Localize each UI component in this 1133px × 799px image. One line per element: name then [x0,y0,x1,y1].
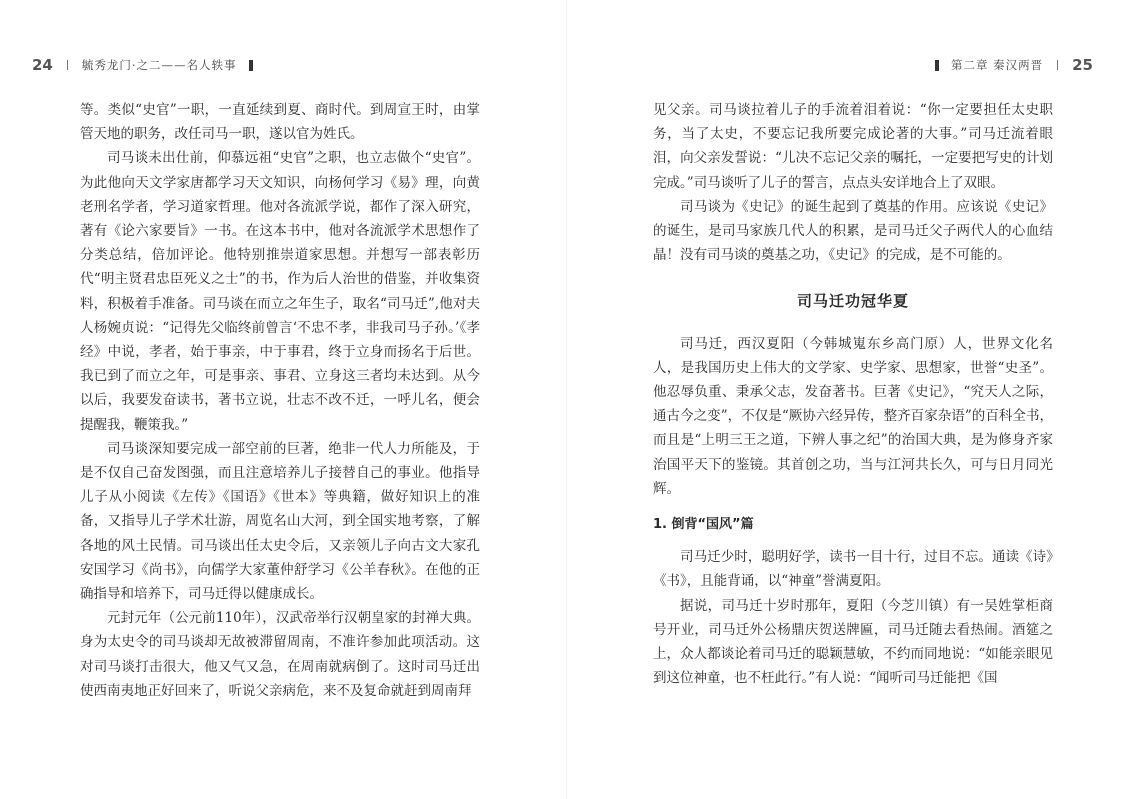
paragraph: 司马谈未出仕前，仰慕远祖“史官”之职，也立志做个“史官”。为此他向天文学家唐都学习天文知识，向杨何学习《易》理，向黄老刑名学者，学习道家哲理。他对各流派学说，都作了深入研究，著有《论六家要旨》一书。在这本书中，他对各流派学术思想作了分类总结，倍加评论。他特别推崇道家思想。并想写一部表彰历代“明主贤君忠臣死义之士”的书，作为后人治世的借鉴，并收集资料，积极着手准备。司马谈在而立之年生子，取名“司马迁”,他对夫人杨婉贞说：“记得先父临终前曾言‘不忠不孝，非我司马子孙。’《孝经》中说，孝者，始于事亲，中于事君，终于立身而扬名于后世。我已到了而立之年，可是事亲、事君、立身这三者均未达到。从今以后，我要发奋读书，著书立说，壮志不改不迁，一呼儿名，便会提醒我，鞭策我。” [80,150,480,433]
left-page-body [80,98,480,703]
page-number: 25 [1072,56,1093,74]
sub-section-title: 1. 倒背“国风”篇 [653,517,754,533]
paragraph: 司马迁，西汉夏阳（今韩城嵬东乡高门原）人，世界文化名人，是我国历史上伟大的文学家、史学家、思想家，世誉“史圣”。他忍辱负重、秉承父志，发奋著书。巨著《史记》，“究天人之际，通古今之变”，不仅是“厥协六经异传，整齐百家杂语”的百科全书，而且是“上明三王之道，下辨人事之纪”的治国大典，是为修身齐家治国平天下的鉴镜。其首创之功，当与江河共长久，可与日月同光辉。 [653,335,1053,497]
paragraph: 司马谈为《史记》的诞生起到了奠基的作用。应该说《史记》的诞生，是司马家族几代人的积累，是司马迁父子两代人的心血结晶！没有司马谈的奠基之功，《史记》的完成，是不可能的。 [653,198,1053,264]
page-number: 24 [32,56,53,74]
running-title: 毓秀龙门·之二——名人轶事 [81,58,237,72]
paragraph: 元封元年（公元前110年），汉武帝举行汉朝皇家的封禅大典。身为太史令的司马谈却无故被滞留周南，不准许参加此项活动。这对司马谈打击很大，他又气又急，在周南就病倒了。这时司马迁出使西南夷地正好回来了，听说父亲病危，来不及复命就赶到周南拜 [80,610,480,699]
right-page [567,0,1133,799]
left-page-header [32,52,265,78]
header-block-mark [249,60,253,71]
header-divider [67,60,68,70]
left-page [0,0,566,799]
paragraph: 见父亲。司马谈拉着儿子的手流着泪着说：“你一定要担任太史职务，当了太史，不要忘记我所要完成论著的大事。”司马迁流着眼泪，向父亲发誓说：“儿决不忘记父亲的嘱托，一定要把写史的计划完成。”司马谈听了儿子的誓言，点点头安详地合上了双眼。 [653,102,1053,191]
paragraph: 司马谈深知要完成一部空前的巨著，绝非一代人力所能及，于是不仅自己奋发图强，而且注意培养儿子接替自己的事业。他指导儿子从小阅读《左传》《国语》《世本》等典籍，做好知识上的准备，又指导儿子学术壮游，周览名山大河，到全国实地考察，了解各地的风土民情。司马谈出任太史令后，又亲领儿子向古文大家孔安国学习《尚书》，向儒学大家董仲舒学习《公羊春秋》。在他的正确指导和培养下，司马迁得以健康成长。 [80,440,480,603]
paragraph: 据说，司马迁十岁时那年，夏阳（今芝川镇）有一吴姓掌柜商号开业，司马迁外公杨鼎庆贺送牌匾，司马迁随去看热闹。酒筵之上，众人都谈论着司马迁的聪颖慧敏，不约而同地说：“如能亲眼见到这位神童，也不枉此行。”有人说：“闻听司马迁能把《国 [653,597,1053,687]
paragraph: 司马迁少时，聪明好学，读书一目十行，过目不忘。通读《诗》《书》，且能背诵，以“神童”誉满夏阳。 [653,549,1053,590]
paragraph: 等。类似“史官”一职，一直延续到夏、商时代。到周宣王时，由掌管天地的职务，改任司马一职，遂以官为姓氏。 [80,102,480,143]
right-page-header [923,52,1093,78]
section-title: 司马迁功冠华夏 [796,292,909,311]
header-divider [1057,60,1058,70]
running-title: 第二章 秦汉两晋 [950,58,1044,72]
right-page-body [653,98,1053,690]
header-block-mark [935,60,939,71]
